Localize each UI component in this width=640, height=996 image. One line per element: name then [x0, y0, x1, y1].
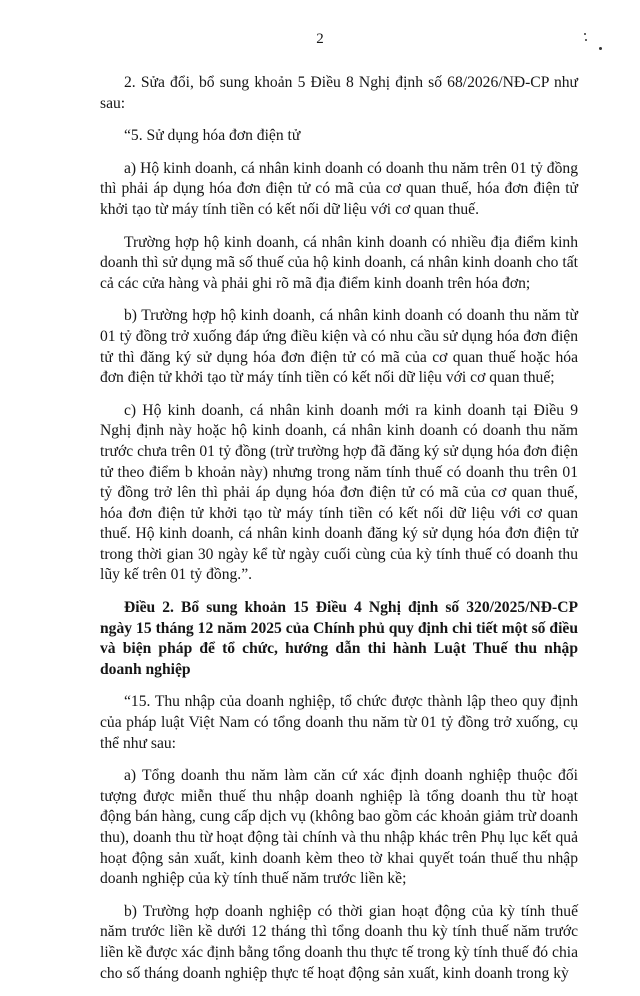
scan-speck: [599, 47, 602, 50]
scan-speck: [584, 33, 586, 35]
paragraph-point-b: b) Trường hợp hộ kinh doanh, cá nhân kinh doanh có doanh thu năm từ 01 tỷ đồng trở xuống đáp ứng điều kiện và có nhu cầu sử dụng hóa đơn điện tử thì đăng ký sử dụng hóa đơn điện tử có mã của cơ quan thuế hoặc hóa đơn điện tử khởi tạo từ máy tính tiền có kết nối dữ liệu với cơ quan thuế;: [100, 307, 578, 387]
paragraph-clause-5-heading: “5. Sử dụng hóa đơn điện tử: [124, 127, 301, 145]
page-number: 2: [316, 31, 324, 47]
paragraph-clause-15: “15. Thu nhập của doanh nghiệp, tổ chức được thành lập theo quy định của pháp luật Việt Nam có tổng doanh thu năm từ 01 tỷ đồng trở xuống, cụ thể như sau:: [100, 693, 578, 752]
paragraph-clause-15-point-b: b) Trường hợp doanh nghiệp có thời gian hoạt động của kỳ tính thuế năm trước liền kề dưới 12 tháng thì tổng doanh thu kỳ tính thuế năm trước liền kề được xác định bằng tổng doanh thu thực tế trong kỳ tính thuế đó chia cho số tháng doanh nghiệp thực tế hoạt động sản xuất, kinh doanh trong kỳ: [100, 902, 578, 982]
paragraph-clause-15-point-a: a) Tổng doanh thu năm làm căn cứ xác định doanh nghiệp thuộc đối tượng được miễn thuế thu nhập doanh nghiệp là tổng doanh thu từ hoạt động bán hàng, cung cấp dịch vụ (không bao gồm các khoản giảm trừ doanh thu), doanh thu từ hoạt động tài chính và thu nhập khác trên Phụ lục kết quả hoạt động sản xuất, kinh doanh kèm theo tờ khai quyết toán thuế thu nhập doanh nghiệp của kỳ tính thuế năm trước liền kề;: [100, 767, 578, 888]
scan-speck: [585, 39, 587, 41]
paragraph-point-a: a) Hộ kinh doanh, cá nhân kinh doanh có doanh thu năm trên 01 tỷ đồng thì phải áp dụng hóa đơn điện tử có mã của cơ quan thuế, hóa đơn điện tử khởi tạo từ máy tính tiền có kết nối dữ liệu với cơ quan thuế.: [100, 159, 578, 218]
paragraph-multiple-locations: Trường hợp hộ kinh doanh, cá nhân kinh doanh có nhiều địa điểm kinh doanh thì sử dụng mã số thuế của hộ kinh doanh, cá nhân kinh doanh cho tất cả các cửa hàng và phải ghi rõ mã địa điểm kinh doanh trên hóa đơn;: [100, 233, 578, 292]
paragraph-amend-clause-5: 2. Sửa đổi, bổ sung khoản 5 Điều 8 Nghị định số 68/2026/NĐ-CP như sau:: [100, 74, 578, 112]
paragraph-point-c: c) Hộ kinh doanh, cá nhân kinh doanh mới ra kinh doanh tại Điều 9 Nghị định này hoặc hộ kinh doanh, cá nhân kinh doanh có doanh thu năm trước chưa trên 01 tỷ đồng (trừ trường hợp đã đăng ký sử dụng hóa đơn điện tử theo điểm b khoản này) nhưng trong năm tính thuế có doanh thu trên 01 tỷ đồng trở lên thì phải áp dụng hóa đơn điện tử có mã của cơ quan thuế, hóa đơn điện tử khởi tạo từ máy tính tiền có kết nối dữ liệu với cơ quan thuế. Hộ kinh doanh, cá nhân kinh doanh đăng ký sử dụng hóa đơn điện tử trong thời gian 30 ngày kể từ ngày cuối cùng của kỳ tính thuế có doanh thu lũy kế trên 01 tỷ đồng.”.: [100, 401, 578, 584]
document-body: [100, 73, 578, 996]
article-2-heading: Điều 2. Bổ sung khoản 15 Điều 4 Nghị định số 320/2025/NĐ-CP ngày 15 tháng 12 năm 2025 của Chính phủ quy định chi tiết một số điều và biện pháp để tổ chức, hướng dẫn thi hành Luật Thuế thu nhập doanh nghiệp: [100, 599, 578, 678]
